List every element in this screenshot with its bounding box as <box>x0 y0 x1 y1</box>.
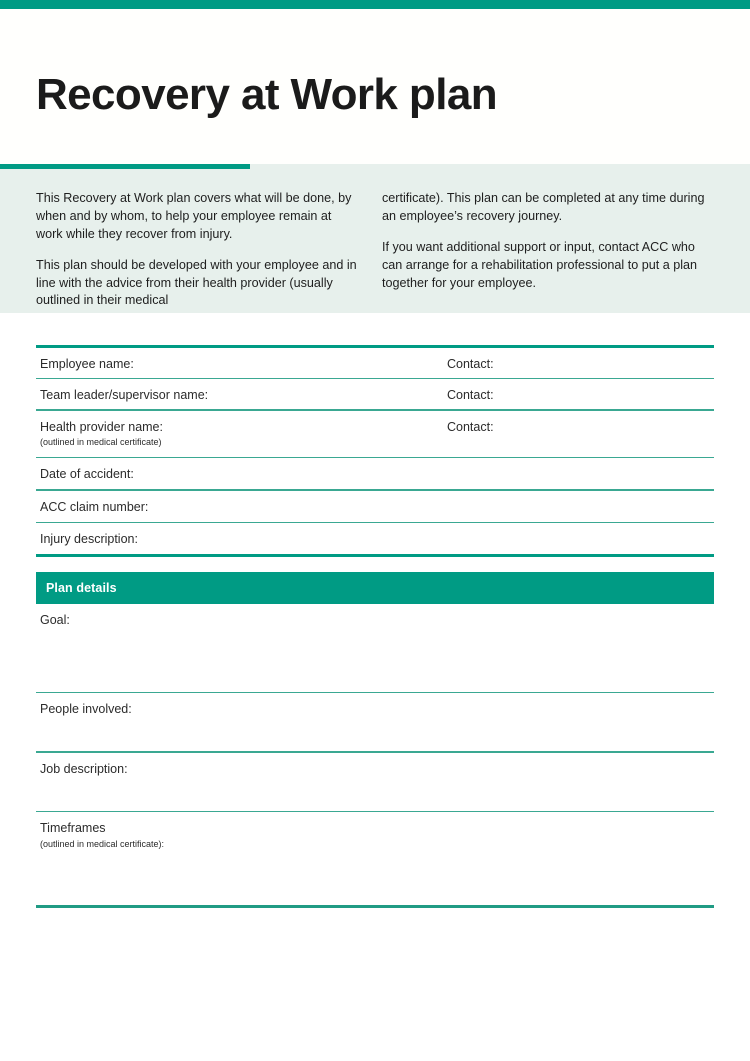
field-sublabel: (outlined in medical certificate) <box>40 437 162 448</box>
field-label: ACC claim number: <box>40 499 149 514</box>
intro-column-left <box>36 190 360 313</box>
plan-label: Job description: <box>40 761 128 776</box>
intro-panel <box>0 164 750 313</box>
intro-columns <box>0 164 750 313</box>
top-accent-bar <box>0 0 750 9</box>
form-row-team-leader-name[interactable] <box>36 379 714 409</box>
intro-column-right <box>382 190 706 313</box>
contact-label: Contact: <box>447 388 494 403</box>
field-label: Date of accident: <box>40 467 134 482</box>
details-form <box>36 345 714 557</box>
field-label <box>36 411 163 449</box>
field-label: Team leader/supervisor name: <box>40 388 209 403</box>
field-label: Injury description: <box>40 531 138 546</box>
plan-label: People involved: <box>40 702 132 717</box>
plan-details-form <box>36 604 714 892</box>
plan-row-timeframes[interactable] <box>36 812 714 892</box>
form-row-injury-description[interactable] <box>36 523 714 554</box>
field-label-text: Health provider name: <box>40 419 163 434</box>
plan-details-header <box>36 572 714 604</box>
contact-label: Contact: <box>447 419 494 434</box>
intro-paragraph: certificate). This plan can be completed at any time during an employee’s recovery journey. <box>382 191 705 223</box>
intro-paragraph: This Recovery at Work plan covers what will be done, by when and by whom, to help your employee remain at work while they recover from injury. <box>36 191 352 241</box>
plan-row-people-involved[interactable] <box>36 693 714 751</box>
plan-row-job-description[interactable] <box>36 753 714 811</box>
plan-details-header-label: Plan details <box>46 581 117 595</box>
plan-label: Goal: <box>40 613 70 627</box>
form-bottom-rule <box>36 554 714 557</box>
form-row-acc-claim-number[interactable] <box>36 491 714 522</box>
intro-paragraph: This plan should be developed with your employee and in line with the advice from their health provider (usually outlined in their medical <box>36 257 357 308</box>
plan-label-text: Timeframes <box>40 821 106 836</box>
title-zone <box>0 9 750 164</box>
form-row-employee-name[interactable] <box>36 348 714 378</box>
form-row-health-provider-name[interactable] <box>36 411 714 457</box>
plan-sublabel: (outlined in medical certificate): <box>40 838 165 849</box>
intro-paragraph: If you want additional support or input, contact ACC who can arrange for a rehabilitation professional to put a plan together for your employee. <box>382 239 698 290</box>
plan-label <box>36 812 714 850</box>
field-label: Employee name: <box>40 357 134 371</box>
contact-label: Contact: <box>447 357 494 371</box>
plan-details-bottom-rule <box>36 905 714 908</box>
plan-row-goal[interactable] <box>36 604 714 692</box>
form-row-date-of-accident[interactable] <box>36 458 714 489</box>
page-title: Recovery at Work plan <box>36 70 497 119</box>
